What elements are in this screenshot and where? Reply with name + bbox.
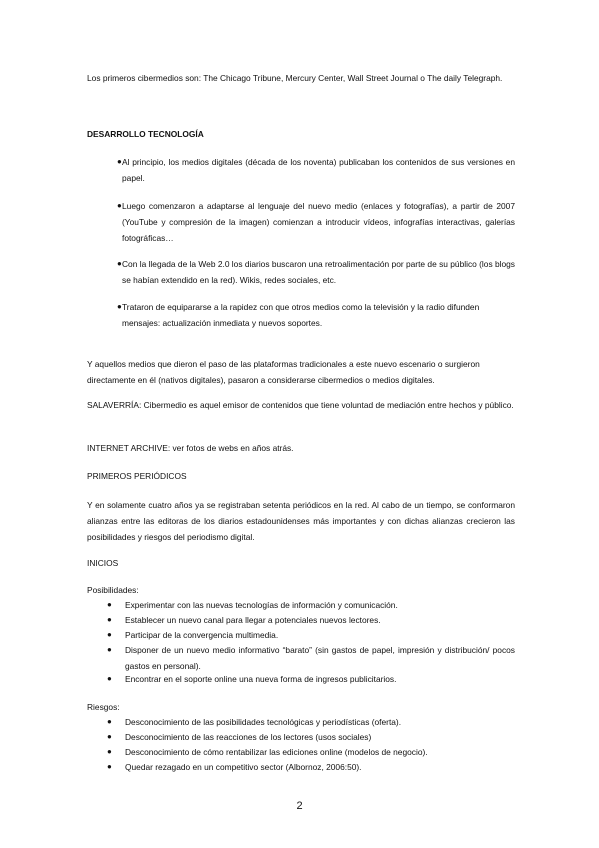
section-title-primeros-periodicos: PRIMEROS PERIÓDICOS — [87, 471, 187, 481]
list-item: Trataron de equipararse a la rapidez con que otros medios como la televisión y la radio difunden mensajes: actualización inmediata y nuevos soportes. — [122, 302, 480, 328]
intro-paragraph: Los primeros cibermedios son: The Chicago Tribune, Mercury Center, Wall Street Journal o The daily Telegraph. — [87, 73, 503, 83]
list-item: Luego comenzaron a adaptarse al lenguaje del nuevo medio (enlaces y fotografías), a partir de 2007 (YouTube y compresión de la imagen) comienzan a introducir vídeos, infografías interactivas, galerías fotográficas… — [122, 201, 515, 243]
page-number: 2 — [296, 800, 303, 812]
list-item: Con la llegada de la Web 2.0 los diarios buscaron una retroalimentación por parte de su público (los blogs se habían extendido en la red). Wikis, redes sociales, etc. — [122, 259, 515, 285]
bullet-icon: ● — [107, 600, 112, 609]
bullet-icon: ● — [107, 615, 112, 624]
list-item: Establecer un nuevo canal para llegar a potenciales nuevos lectores. — [125, 615, 381, 625]
bullet-icon: ● — [117, 302, 122, 311]
list-item: Experimentar con las nuevas tecnologías de información y comunicación. — [125, 600, 398, 610]
paragraph-cuatro-anos: Y en solamente cuatro años ya se registraban setenta periódicos en la red. Al cabo de un tiempo, se conformaron alianzas entre las editoras de los diarios estadounidenses más importantes y con dichas alianzas crecieron las posibilidades y riesgos del periodismo digital. — [87, 500, 515, 542]
list-item: Al principio, los medios digitales (década de los noventa) publicaban los contenidos de sus versiones en papel. — [122, 157, 515, 183]
riesgos-label: Riesgos: — [87, 702, 120, 712]
list-item: Desconocimiento de las reacciones de los lectores (usos sociales) — [125, 732, 372, 742]
paragraph-aquellos: Y aquellos medios que dieron el paso de las plataformas tradicionales a este nuevo escenario o surgieron directamente en él (nativos digitales), pasaron a considerarse cibermedios o medios digitales. — [87, 359, 480, 385]
section-title-inicios: INICIOS — [87, 558, 119, 568]
bullet-icon: ● — [107, 762, 112, 771]
section-title-desarrollo: DESARROLLO TECNOLOGÍA — [87, 129, 204, 139]
list-item: Desconocimiento de las posibilidades tecnológicas y periodísticas (oferta). — [125, 717, 402, 727]
bullet-icon: ● — [117, 201, 122, 210]
list-item: Desconocimiento de cómo rentabilizar las ediciones online (modelos de negocio). — [125, 747, 428, 757]
bullet-icon: ● — [107, 674, 112, 683]
bullet-icon: ● — [107, 732, 112, 741]
paragraph-salaverria: SALAVERRÍA: Cibermedio es aquel emisor de contenidos que tiene voluntad de mediación entre hechos y público. — [87, 400, 514, 410]
bullet-icon: ● — [107, 645, 112, 654]
bullet-icon: ● — [117, 157, 122, 166]
paragraph-internet-archive: INTERNET ARCHIVE: ver fotos de webs en años atrás. — [87, 443, 294, 453]
bullet-icon: ● — [107, 630, 112, 639]
list-item: Disponer de un nuevo medio informativo “barato” (sin gastos de papel, impresión y distribución/ pocos gastos en personal). — [125, 645, 515, 671]
bullet-icon: ● — [107, 747, 112, 756]
list-item: Participar de la convergencia multimedia. — [125, 630, 279, 640]
list-item: Encontrar en el soporte online una nueva forma de ingresos publicitarios. — [125, 674, 397, 684]
posibilidades-label: Posibilidades: — [87, 585, 139, 595]
bullet-icon: ● — [107, 717, 112, 726]
bullet-icon: ● — [117, 259, 122, 268]
list-item: Quedar rezagado en un competitivo sector (Albornoz, 2006:50). — [125, 762, 362, 772]
